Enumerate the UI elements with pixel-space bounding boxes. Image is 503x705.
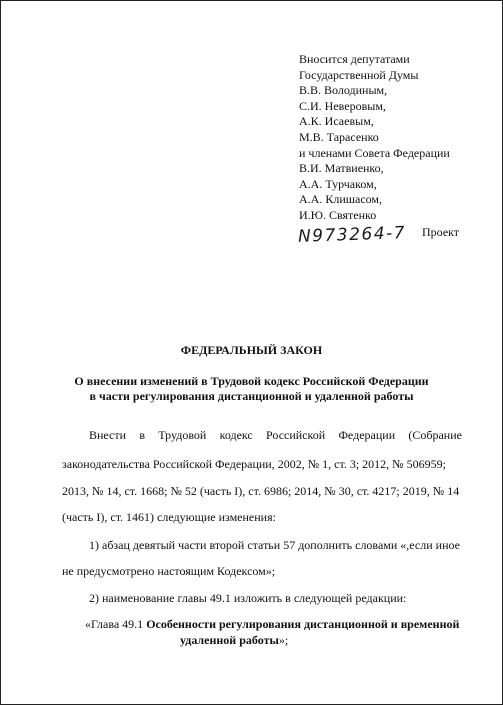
intro-line: А.К. Исаевым, <box>299 114 374 129</box>
intro-line: Вносится депутатами <box>299 52 410 66</box>
paragraph-1-line-3: 2013, № 14, ст. 1668; № 52 (часть I), ст. 6986; 2014, № 30, ст. 4217; 2019, № 14 <box>62 484 460 498</box>
chapter-title-bold-cont: удаленной работы <box>180 633 279 647</box>
intro-line: А.А. Турчаком, <box>299 176 377 191</box>
paragraph-2-line-1: 1) абзац девятый части второй статьи 57 дополнить словами «,если иное <box>89 538 460 552</box>
law-subtitle-line: в части регулирования дистанционной и удаленной работы <box>89 388 414 403</box>
word: Федерации <box>338 428 396 442</box>
paragraph-4-line-2 <box>180 633 288 648</box>
intro-line: В.И. Матвиенко, <box>299 161 384 176</box>
introduced-by-block <box>299 52 450 224</box>
word: Российской <box>266 428 326 442</box>
handwritten-registration-number: N973264-7 <box>297 223 407 247</box>
intro-line: С.И. Неверовым, <box>299 98 386 113</box>
chapter-title-bold: Особенности регулирования дистанционной и временной <box>146 617 460 631</box>
word: кодекс <box>219 428 253 442</box>
paragraph-1-line-4: (часть I), ст. 1461) следующие изменения: <box>62 510 276 524</box>
intro-line: Государственной Думы <box>299 67 419 82</box>
paragraph-2-line-2: не предусмотрено настоящим Кодексом»; <box>62 564 276 578</box>
intro-line: М.В. Тарасенко <box>299 129 379 144</box>
word: Трудовой <box>158 428 207 442</box>
intro-line: А.А. Клишасом, <box>299 192 383 207</box>
paragraph-4-line-1 <box>85 617 485 632</box>
intro-line: И.Ю. Святенко <box>299 207 377 222</box>
chapter-suffix: »; <box>278 633 289 647</box>
word: Внести <box>89 428 127 442</box>
chapter-prefix: «Глава 49.1 <box>85 617 147 631</box>
paragraph-1-line-2: законодательства Российской Федерации, 2002, № 1, ст. 3; 2012, № 506959; <box>62 457 446 471</box>
paragraph-3-line-1: 2) наименование главы 49.1 изложить в следующей редакции: <box>89 591 407 605</box>
word: в <box>139 428 145 442</box>
paragraph-1-line-1 <box>89 428 462 443</box>
law-subtitle <box>1 374 502 403</box>
intro-line: В.В. Володиным, <box>299 83 388 98</box>
draft-label: Проект <box>422 225 460 239</box>
word: (Собрание <box>408 428 462 442</box>
law-title: ФЕДЕРАЛЬНЫЙ ЗАКОН <box>180 343 323 357</box>
law-subtitle-line: О внесении изменений в Трудовой кодекс Российской Федерации <box>74 374 429 388</box>
intro-line: и членами Совета Федерации <box>299 145 450 160</box>
